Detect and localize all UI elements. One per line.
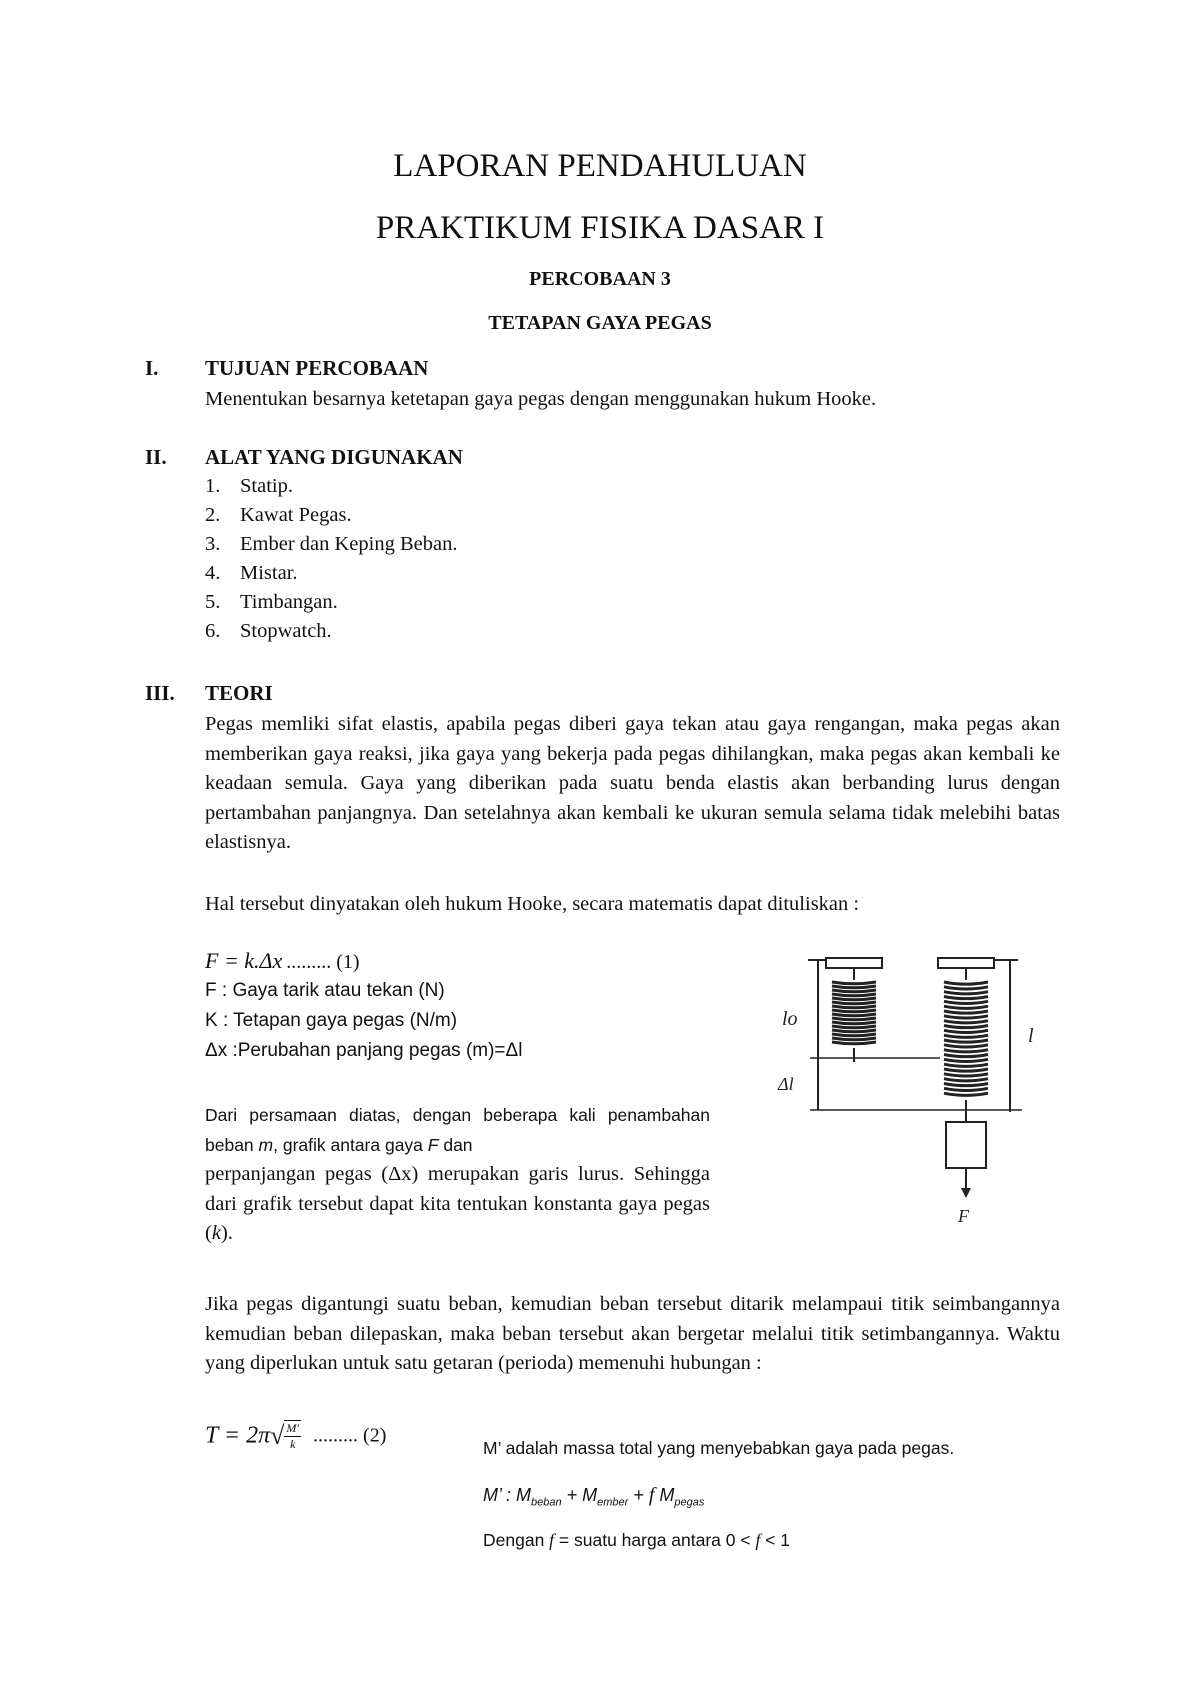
- spring-coil: [944, 982, 988, 984]
- definition-f: F : Gaya tarik atau tekan (N): [205, 980, 445, 1001]
- subscript-ember: ember: [597, 1496, 629, 1509]
- spring-coil: [944, 1069, 988, 1071]
- force-arrow-head: [961, 1188, 971, 1198]
- equation-2-lhs: T = 2π: [205, 1422, 271, 1449]
- section-number-1: I.: [145, 356, 159, 380]
- spring-coil: [944, 1088, 988, 1090]
- spring-coil: [944, 1055, 988, 1057]
- spring-coil: [944, 1040, 988, 1042]
- spring-coil: [832, 998, 876, 1000]
- spring-coil: [832, 994, 876, 996]
- equation-1-formula: F = k.Δx: [205, 948, 283, 973]
- theory-paragraph-3b: [205, 1160, 710, 1249]
- list-item: Statip.: [240, 475, 293, 497]
- spring-coil: [832, 1042, 876, 1044]
- spring-coil: [944, 1045, 988, 1047]
- spring-diagram: [760, 950, 1060, 1240]
- section-number-2: II.: [145, 445, 167, 469]
- spring-coil: [832, 1010, 876, 1012]
- section-heading-1: TUJUAN PERCOBAAN: [205, 356, 429, 380]
- symbol-f: F: [427, 1135, 439, 1155]
- text-run: M: [654, 1485, 675, 1505]
- subscript-beban: beban: [531, 1496, 562, 1509]
- title-line2: PRAKTIKUM FISIKA DASAR I: [375, 210, 825, 246]
- spring-coil: [944, 1006, 988, 1008]
- spring-coil: [944, 987, 988, 989]
- theory-paragraph-2: Hal tersebut dinyatakan oleh hukum Hooke, secara matematis dapat dituliskan :: [205, 893, 860, 915]
- spring-coil: [832, 986, 876, 988]
- symbol-f: f: [549, 1530, 555, 1550]
- symbol-f: f: [755, 1530, 761, 1550]
- equation-2-tag: ......... (2): [313, 1424, 387, 1447]
- text-run: M’ : M: [483, 1485, 531, 1505]
- spring-coil: [944, 1011, 988, 1013]
- spring-coil: [832, 1022, 876, 1024]
- text-run: Dengan: [483, 1530, 550, 1550]
- label-delta-l: Δl: [778, 1074, 794, 1094]
- spring-coil: [832, 1006, 876, 1008]
- text-run: dan: [438, 1135, 473, 1155]
- text-run: perpanjangan pegas (Δx) merupakan garis lurus. Sehingga dari grafik tersebut dapat kita tentukan konstanta gaya pegas (: [205, 1163, 710, 1244]
- left-support-plate: [826, 958, 882, 968]
- spring-coil: [944, 1050, 988, 1052]
- spring-coil: [944, 1093, 988, 1095]
- left-spring-coils: [832, 982, 876, 1044]
- spring-coil: [832, 982, 876, 984]
- list-item: Ember dan Keping Beban.: [240, 533, 458, 555]
- spring-coil: [944, 1059, 988, 1061]
- list-item: Stopwatch.: [240, 620, 332, 642]
- definition-dx: Δx :Perubahan panjang pegas (m)=Δl: [205, 1040, 523, 1061]
- spring-coil: [944, 992, 988, 994]
- section-heading-2: ALAT YANG DIGUNAKAN: [205, 445, 463, 469]
- list-number: 3.: [205, 533, 221, 555]
- spring-coil: [832, 1018, 876, 1020]
- spring-coil: [832, 1030, 876, 1032]
- experiment-label: PERCOBAAN 3: [529, 268, 671, 290]
- spring-coil: [944, 1074, 988, 1076]
- label-lo: lo: [782, 1008, 798, 1030]
- equation-2-fraction: [284, 1420, 301, 1452]
- fraction-denominator: k: [290, 1437, 296, 1451]
- section-number-3: III.: [145, 681, 175, 705]
- theory-paragraph-4: Jika pegas digantungi suatu beban, kemudian beban tersebut ditarik melampaui titik seimbangannya kemudian beban dilepaskan, maka beban tersebut akan bergetar melalui titik setimbangannya. Waktu yang diperlukan untuk satu getaran (perioda) memenuhi hubungan :: [205, 1293, 1060, 1374]
- symbol-f: f: [648, 1484, 655, 1506]
- mass-box: [946, 1122, 986, 1168]
- list-item: Kawat Pegas.: [240, 504, 352, 526]
- label-l: l: [1028, 1025, 1034, 1047]
- spring-coil: [944, 1064, 988, 1066]
- equation-2: [205, 1420, 386, 1480]
- title-line1: LAPORAN PENDAHULUAN: [393, 148, 807, 184]
- note-mass-total: M’ adalah massa total yang menyebabkan gaya pada pegas.: [483, 1438, 955, 1458]
- list-number: 1.: [205, 475, 221, 497]
- spring-coil: [944, 1030, 988, 1032]
- spring-coil: [832, 1002, 876, 1004]
- fraction-numerator: M′: [286, 1421, 300, 1435]
- list-number: 2.: [205, 504, 221, 526]
- spring-coil: [832, 1026, 876, 1028]
- note-mass-formula: [483, 1484, 704, 1509]
- spring-coil: [944, 1079, 988, 1081]
- list-number: 6.: [205, 620, 221, 642]
- right-spring-coils: [944, 982, 988, 1095]
- spring-coil: [944, 1001, 988, 1003]
- spring-coil: [944, 1035, 988, 1037]
- spring-coil: [944, 1084, 988, 1086]
- theory-paragraph-1: Pegas memliki sifat elastis, apabila pegas diberi gaya tekan atau gaya rengangan, maka pegas akan memberikan gaya reaksi, jika gaya yang bekerja pada pegas dihilangkan, maka pegas akan kembali ke keadaan semula. Gaya yang diberikan pada suatu benda elastis akan berbanding lurus dengan pertambahan panjangnya. Dan setelahnya akan kembali ke ukuran semula selama tidak melebihi batas elastisnya.: [205, 713, 1060, 853]
- list-item: Mistar.: [240, 562, 298, 584]
- text-run: +: [628, 1485, 649, 1505]
- spring-coil: [832, 1034, 876, 1036]
- sqrt-symbol: √: [270, 1421, 285, 1450]
- text-run: + M: [561, 1485, 598, 1505]
- list-item: Timbangan.: [240, 591, 338, 613]
- symbol-k: k: [211, 1222, 221, 1244]
- subscript-pegas: pegas: [674, 1496, 705, 1509]
- spring-coil: [944, 1021, 988, 1023]
- section-heading-3: TEORI: [205, 681, 273, 705]
- spring-coil: [832, 990, 876, 992]
- spring-coil: [944, 1016, 988, 1018]
- section-1-text: Menentukan besarnya ketetapan gaya pegas dengan menggunakan hukum Hooke.: [205, 388, 877, 410]
- list-number: 4.: [205, 562, 221, 584]
- spring-coil: [944, 997, 988, 999]
- label-force: F: [958, 1206, 969, 1226]
- symbol-m: m: [258, 1135, 274, 1155]
- spring-coil: [832, 1014, 876, 1016]
- equation-1-tag: ......... (1): [286, 951, 360, 973]
- right-support-plate: [938, 958, 994, 968]
- note-f-range: [483, 1530, 790, 1551]
- definition-k: K : Tetapan gaya pegas (N/m): [205, 1010, 458, 1031]
- text-run: Dari persamaan diatas, dengan beberapa kali penambahan beban: [205, 1105, 710, 1155]
- equation-1: [205, 948, 360, 974]
- text-run: ).: [220, 1222, 233, 1244]
- spring-coil: [832, 1038, 876, 1040]
- theory-paragraph-3a: [205, 1100, 710, 1160]
- spring-coil: [944, 1026, 988, 1028]
- text-run: = suatu harga antara 0 <: [554, 1530, 756, 1550]
- text-run: < 1: [760, 1530, 791, 1550]
- list-number: 5.: [205, 591, 221, 613]
- text-run: , grafik antara gaya: [273, 1135, 428, 1155]
- topic-label: TETAPAN GAYA PEGAS: [488, 312, 712, 334]
